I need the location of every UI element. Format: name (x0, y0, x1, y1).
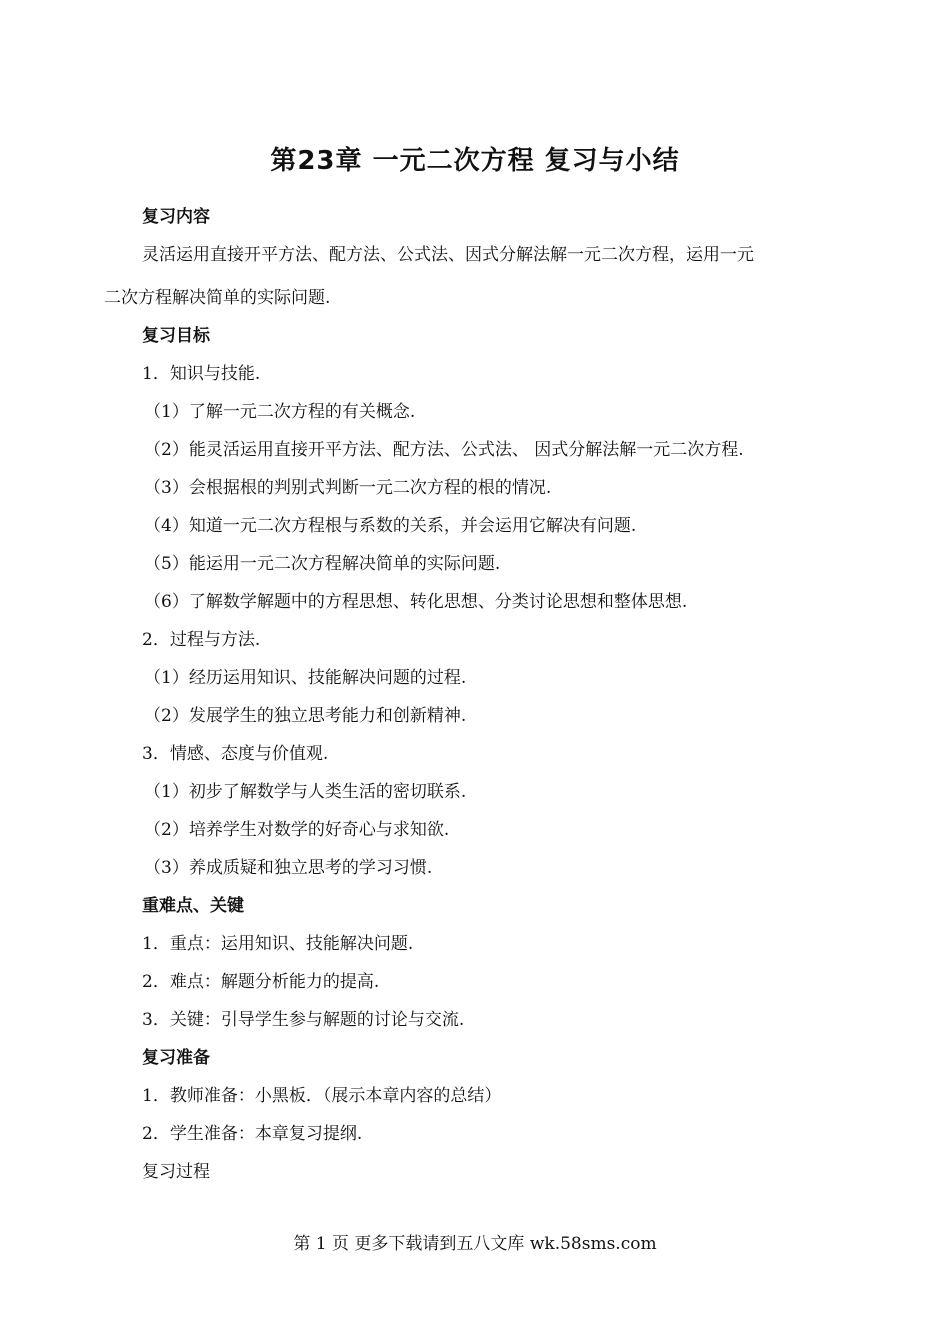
goal-sub-item: （2）能灵活运用直接开平方法、配方法、公式法、 因式分解法解一元二次方程. (144, 440, 744, 460)
goal-item: 2．过程与方法. (142, 630, 261, 650)
key-point-item: 3．关键：引导学生参与解题的讨论与交流. (142, 1010, 465, 1030)
goal-sub-item: （5）能运用一元二次方程解决简单的实际问题. (144, 554, 501, 574)
goal-sub-item: （3）养成质疑和独立思考的学习习惯. (144, 858, 433, 878)
goal-sub-item: （2）发展学生的独立思考能力和创新精神. (144, 706, 467, 726)
content-paragraph-line-1: 灵活运用直接开平方法、配方法、公式法、因式分解法解一元二次方程，运用一元 (142, 245, 754, 265)
goal-sub-item: （6）了解数学解题中的方程思想、转化思想、分类讨论思想和整体思想. (144, 592, 688, 612)
preparation-item: 2．学生准备：本章复习提纲. (142, 1124, 363, 1144)
section-heading-key-points: 重难点、关键 (142, 896, 244, 916)
section-heading-content: 复习内容 (142, 207, 210, 227)
goal-sub-item: （1）了解一元二次方程的有关概念. (144, 402, 416, 422)
goal-sub-item: （1）经历运用知识、技能解决问题的过程. (144, 668, 467, 688)
goal-item: 3．情感、态度与价值观. (142, 744, 329, 764)
key-point-item: 1．重点：运用知识、技能解决问题. (142, 934, 414, 954)
page-footer: 第 1 页 更多下载请到五八文库 wk.58sms.com (293, 1234, 657, 1254)
section-heading-preparation: 复习准备 (142, 1048, 210, 1068)
goal-item: 1．知识与技能. (142, 364, 261, 384)
goal-sub-item: （1）初步了解数学与人类生活的密切联系. (144, 782, 467, 802)
content-paragraph-line-2: 二次方程解决简单的实际问题. (104, 288, 331, 308)
preparation-item: 1．教师准备：小黑板．（展示本章内容的总结） (142, 1086, 502, 1106)
key-point-item: 2．难点：解题分析能力的提高. (142, 972, 380, 992)
section-heading-process: 复习过程 (142, 1162, 210, 1182)
page-title: 第23章 一元二次方程 复习与小结 (270, 146, 680, 176)
goal-sub-item: （4）知道一元二次方程根与系数的关系，并会运用它解决有问题. (144, 516, 637, 536)
goal-sub-item: （2）培养学生对数学的好奇心与求知欲. (144, 820, 450, 840)
section-heading-goals: 复习目标 (142, 326, 210, 346)
goal-sub-item: （3）会根据根的判别式判断一元二次方程的根的情况. (144, 478, 552, 498)
